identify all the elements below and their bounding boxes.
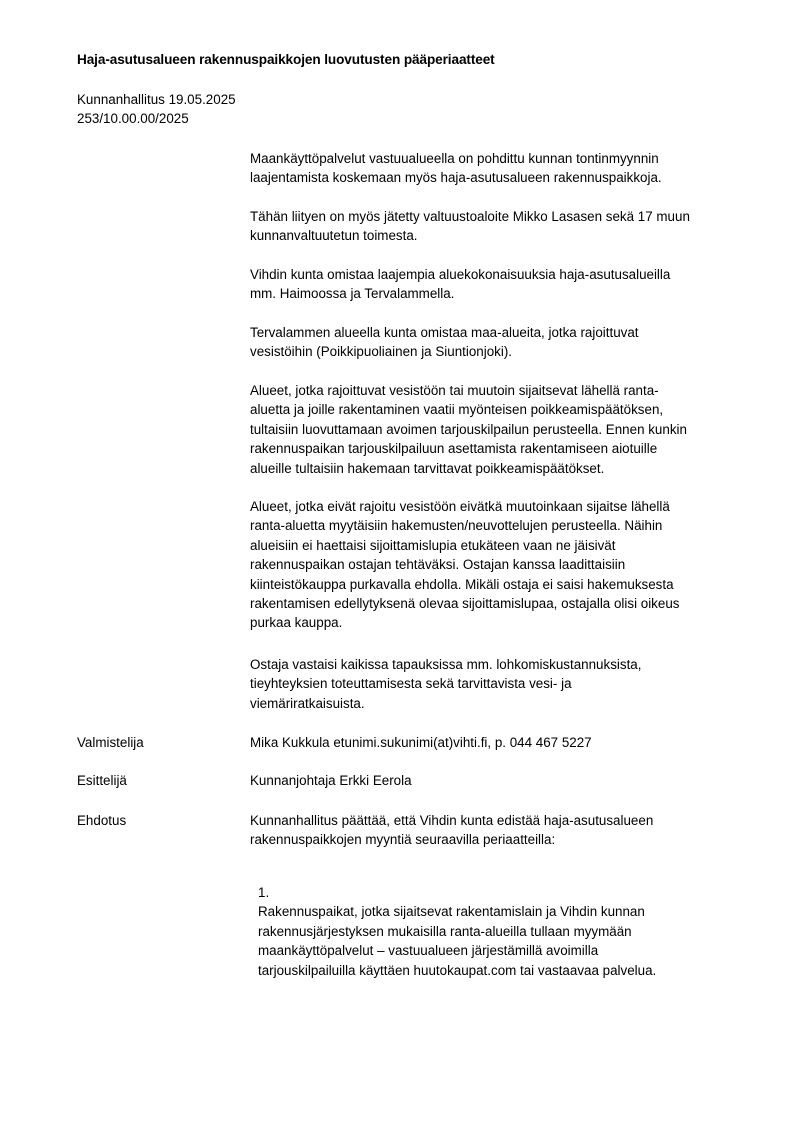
meeting-meta [77, 90, 236, 129]
paragraph-line: Ostaja vastaisi kaikissa tapauksissa mm. lohkomiskustannuksista, [250, 657, 642, 672]
paragraph-line: tieyhteyksien toteuttamisesta sekä tarvittavista vesi- ja [250, 676, 572, 692]
item-number: 1. [258, 885, 270, 900]
paragraph-5 [250, 381, 742, 478]
paragraph-line: kunnanvaltuutetun toimesta. [250, 228, 418, 244]
numbered-item-1 [258, 883, 728, 980]
proposal-label: Ehdotus [77, 813, 127, 828]
paragraph-line: rakentamisen edellytyksenä olevaa sijoittamislupaa, ostajalla olisi oikeus [250, 596, 680, 612]
paragraph-6 [250, 497, 742, 633]
paragraph-line: Maankäyttöpalvelut vastuualueella on pohdittu kunnan tontinmyynnin [250, 151, 659, 166]
proposal-line: Kunnanhallitus päättää, että Vihdin kunta edistää haja-asutusalueen [250, 813, 654, 828]
paragraph-2 [250, 207, 742, 246]
paragraph-line: laajentamista koskemaan myös haja-asutusalueen rakennuspaikkoja. [250, 170, 662, 186]
paragraph-line: Tähän liityen on myös jätetty valtuustoaloite Mikko Lasasen sekä 17 muun [250, 209, 690, 224]
paragraph-line: alueisiin ei haettaisi sijoittamislupia etukäteen vaan ne jäisivät [250, 537, 616, 553]
paragraph-line: Vihdin kunta omistaa laajempia aluekokonaisuuksia haja-asutusalueilla [250, 267, 671, 282]
paragraph-line: aluetta ja joille rakentaminen vaatii myönteisen poikkeamispäätöksen, [250, 402, 664, 418]
paragraph-line: rakennuspaikan ostajan tehtäväksi. Ostajan kanssa laadittaisiin [250, 557, 626, 573]
item-line: tarjouskilpailuilla käyttäen huutokaupat.com tai vastaavaa palvelua. [258, 962, 657, 978]
paragraph-line: Tervalammen alueella kunta omistaa maa-alueita, jotka rajoittuvat [250, 325, 639, 340]
item-line: rakennusjärjestyksen mukaisilla ranta-alueilla tullaan myymään [258, 923, 632, 939]
item-line: maankäyttöpalvelut – vastuualueen järjestämillä avoimilla [258, 943, 599, 959]
meeting-name: Kunnanhallitus 19.05.2025 [77, 92, 236, 107]
paragraph-3 [250, 265, 742, 304]
presenter-value: Kunnanjohtaja Erkki Eerola [250, 773, 412, 788]
paragraph-4 [250, 323, 742, 362]
proposal-text [250, 811, 750, 850]
item-line: Rakennuspaikat, jotka sijaitsevat rakentamislain ja Vihdin kunnan [258, 904, 645, 920]
preparer-label: Valmistelija [77, 735, 144, 750]
proposal-line: rakennuspaikkojen myyntiä seuraavilla periaatteilla: [250, 832, 556, 848]
record-number: 253/10.00.00/2025 [77, 111, 189, 127]
paragraph-line: Alueet, jotka rajoittuvat vesistöön tai muutoin sijaitsevat lähellä ranta- [250, 383, 659, 398]
paragraph-1 [250, 149, 742, 188]
presenter-label: Esittelijä [77, 773, 127, 788]
paragraph-line: tultaisiin luovuttamaan avoimen tarjouskilpailun perusteella. Ennen kunkin [250, 421, 687, 437]
paragraph-line: purkaa kauppa. [250, 615, 343, 631]
paragraph-line: mm. Haimoossa ja Tervalammella. [250, 286, 455, 302]
paragraph-line: Alueet, jotka eivät rajoitu vesistöön eivätkä muutoinkaan sijaitse lähellä [250, 499, 670, 514]
paragraph-line: vesistöihin (Poikkipuoliainen ja Siuntionjoki). [250, 344, 513, 360]
paragraph-line: ranta-aluetta myytäisiin hakemusten/neuvottelujen perusteella. Näihin [250, 518, 663, 534]
preparer-value: Mika Kukkula etunimi.sukunimi(at)vihti.fi, p. 044 467 5227 [250, 735, 592, 750]
paragraph-7 [250, 655, 742, 713]
paragraph-line: alueille tultaisiin hakemaan tarvittavat poikkeamispäätökset. [250, 460, 605, 476]
document-title: Haja-asutusalueen rakennuspaikkojen luovutusten pääperiaatteet [77, 52, 495, 67]
paragraph-line: rakennuspaikan tarjouskilpailuun asettamista rakentamiseen aiotuille [250, 441, 658, 457]
paragraph-line: kiinteistökauppa purkavalla ehdolla. Mikäli ostaja ei saisi hakemuksesta [250, 576, 674, 592]
paragraph-line: viemäriratkaisuista. [250, 695, 365, 711]
